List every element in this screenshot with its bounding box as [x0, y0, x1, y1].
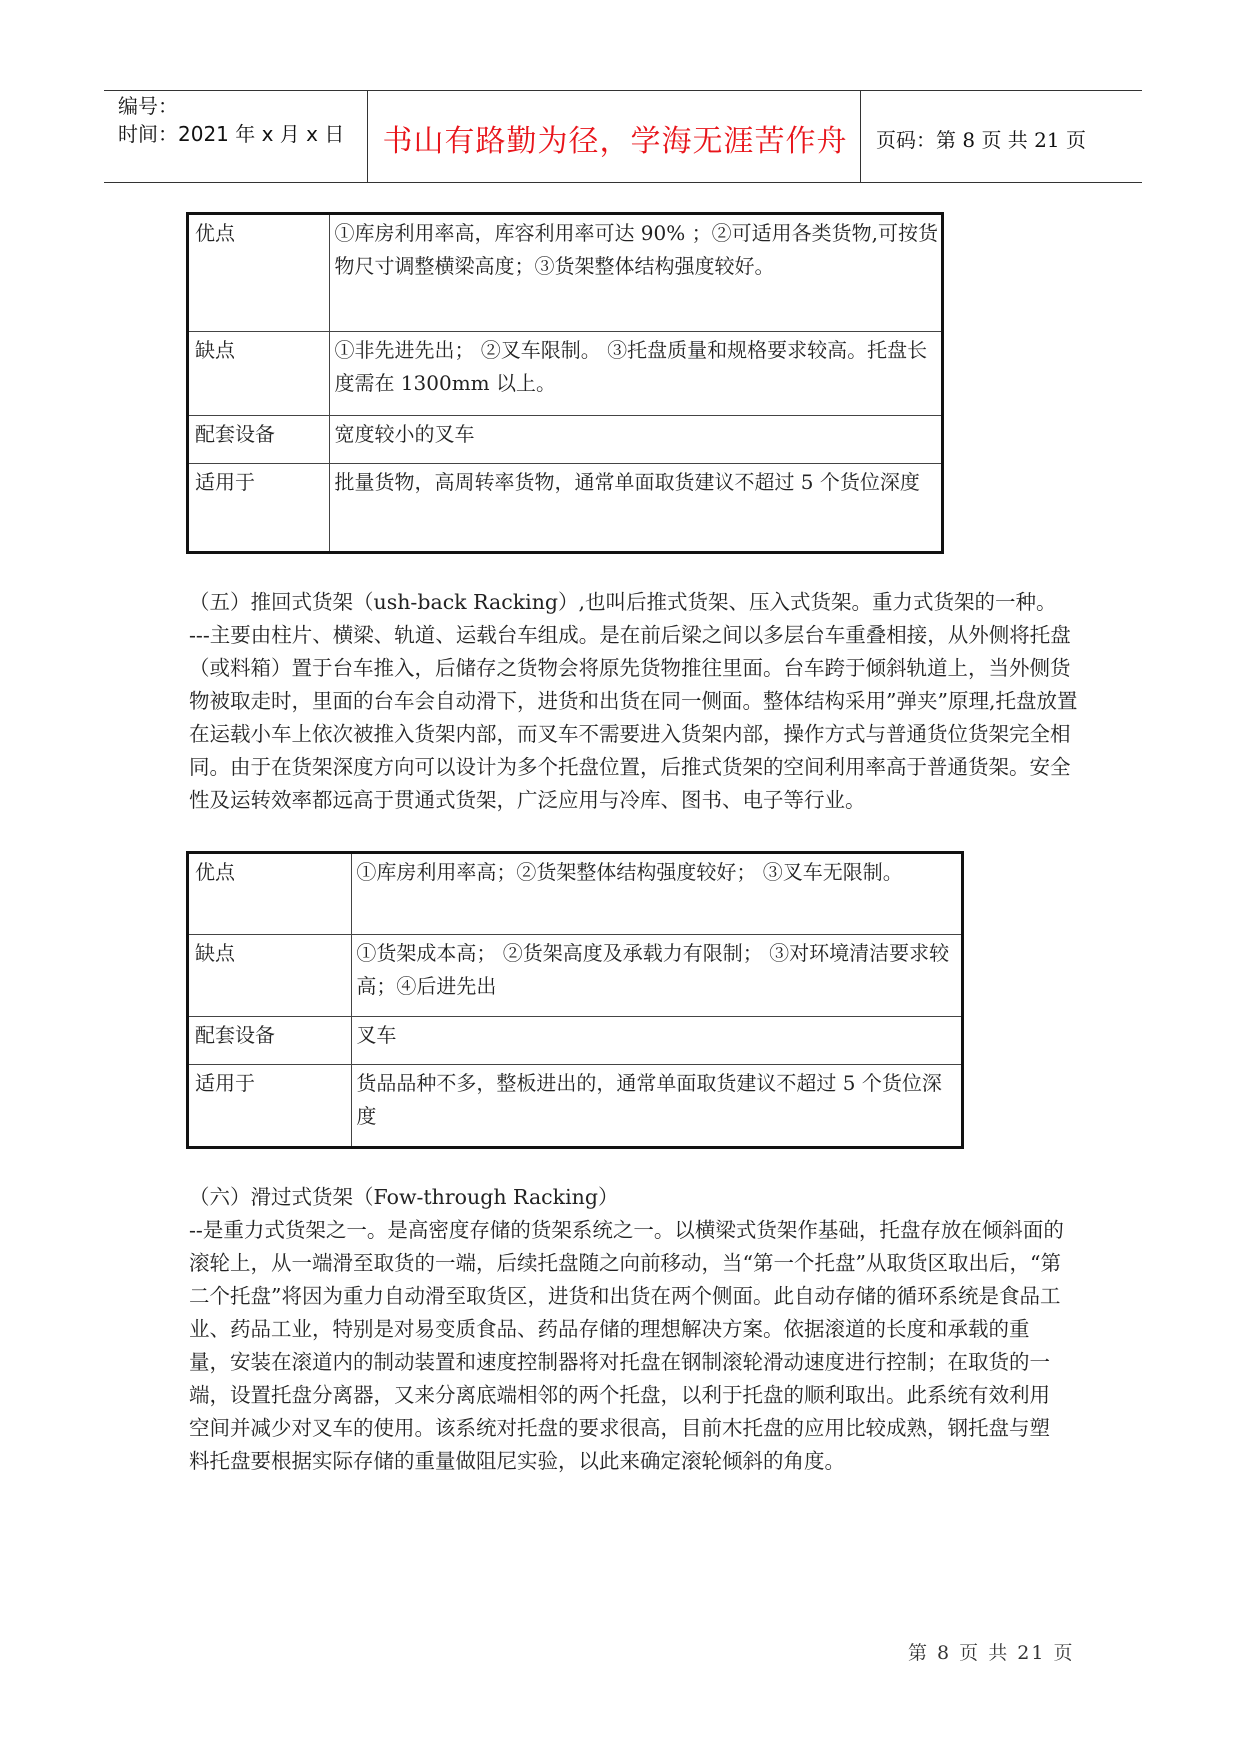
pros-cons-table-1	[186, 212, 944, 554]
table-row	[188, 853, 963, 935]
row-value: ①货架成本高； ②货架高度及承载力有限制； ③对环境清洁要求较高；④后进先出	[352, 935, 963, 1017]
row-key: 优点	[188, 853, 352, 935]
row-value: ①非先进先出； ②叉车限制。 ③托盘质量和规格要求较高。托盘长度需在 1300mm 以上。	[330, 332, 943, 416]
row-key: 适用于	[188, 464, 330, 553]
section-5-body: ---主要由柱片、横梁、轨道、运载台车组成。是在前后梁之间以多层台车重叠相接，从外侧将托盘（或料箱）置于台车推入，后储存之货物会将原先货物推往里面。台车跨于倾斜轨道上，当外侧货物被取走时，里面的台车会自动滑下，进货和出货在同一侧面。整体结构采用”弹夹”原理,托盘放置在运载小车上依次被推入货架内部，而叉车不需要进入货架内部，操作方式与普通货位货架完全相同。由于在货架深度方向可以设计为多个托盘位置，后推式货架的空间利用率高于普通货架。安全性及运转效率都远高于贯通式货架，广泛应用与冷库、图书、电子等行业。	[189, 623, 1078, 812]
row-value: 批量货物，高周转率货物，通常单面取货建议不超过 5 个货位深度	[330, 464, 943, 553]
footer-page-number: 第 8 页 共 21 页	[908, 1642, 1075, 1664]
row-value: 叉车	[352, 1017, 963, 1065]
header-divider-right	[860, 90, 861, 182]
header-motto: 书山有路勤为径，学海无涯苦作舟	[382, 124, 848, 159]
header-divider-left	[367, 90, 368, 182]
table-row	[188, 214, 943, 332]
table-row	[188, 332, 943, 416]
doc-time-label: 时间：2021 年 x 月 x 日	[118, 122, 345, 146]
header-bottom-rule	[104, 182, 1142, 183]
row-value: ①库房利用率高，库容利用率可达 90% ；②可适用各类货物,可按货物尺寸调整横梁高度；③货架整体结构强度较好。	[330, 214, 943, 332]
row-key: 配套设备	[188, 416, 330, 464]
row-key: 缺点	[188, 332, 330, 416]
section-5-heading: （五）推回式货架（ush-back Racking）,也叫后推式货架、压入式货架。重力式货架的一种。	[189, 590, 1057, 614]
row-value: 宽度较小的叉车	[330, 416, 943, 464]
header-top-rule	[104, 90, 1142, 91]
pros-cons-table-2	[186, 851, 964, 1149]
row-key: 优点	[188, 214, 330, 332]
section-5	[189, 586, 1079, 817]
table-row	[188, 935, 963, 1017]
table-row	[188, 1017, 963, 1065]
doc-number-label: 编号：	[118, 94, 178, 118]
section-6-body: --是重力式货架之一。是高密度存储的货架系统之一。以横梁式货架作基础，托盘存放在倾斜面的滚轮上，从一端滑至取货的一端，后续托盘随之向前移动，当“第一个托盘”从取货区取出后，“第二个托盘”将因为重力自动滑至取货区，进货和出货在两个侧面。此自动存储的循环系统是食品工业、药品工业，特别是对易变质食品、药品存储的理想解决方案。依据滚道的长度和承载的重量，安装在滚道内的制动装置和速度控制器将对托盘在钢制滚轮滑动速度进行控制；在取货的一端，设置托盘分离器，又来分离底端相邻的两个托盘，以利于托盘的顺利取出。此系统有效利用空间并减少对叉车的使用。该系统对托盘的要求很高，目前木托盘的应用比较成熟，钢托盘与塑料托盘要根据实际存储的重量做阻尼实验，以此来确定滚轮倾斜的角度。	[189, 1218, 1064, 1473]
row-key: 配套设备	[188, 1017, 352, 1065]
section-6	[189, 1181, 1069, 1478]
header-meta	[118, 92, 344, 148]
table-row	[188, 1065, 963, 1148]
header-page-number: 页码：第 8 页 共 21 页	[876, 128, 1086, 152]
section-6-heading: （六）滑过式货架（Fow-through Racking）	[189, 1185, 619, 1209]
row-value: ①库房利用率高；②货架整体结构强度较好； ③叉车无限制。	[352, 853, 963, 935]
row-key: 缺点	[188, 935, 352, 1017]
row-key: 适用于	[188, 1065, 352, 1148]
row-value: 货品品种不多，整板进出的，通常单面取货建议不超过 5 个货位深度	[352, 1065, 963, 1148]
table-row	[188, 416, 943, 464]
table-row	[188, 464, 943, 553]
